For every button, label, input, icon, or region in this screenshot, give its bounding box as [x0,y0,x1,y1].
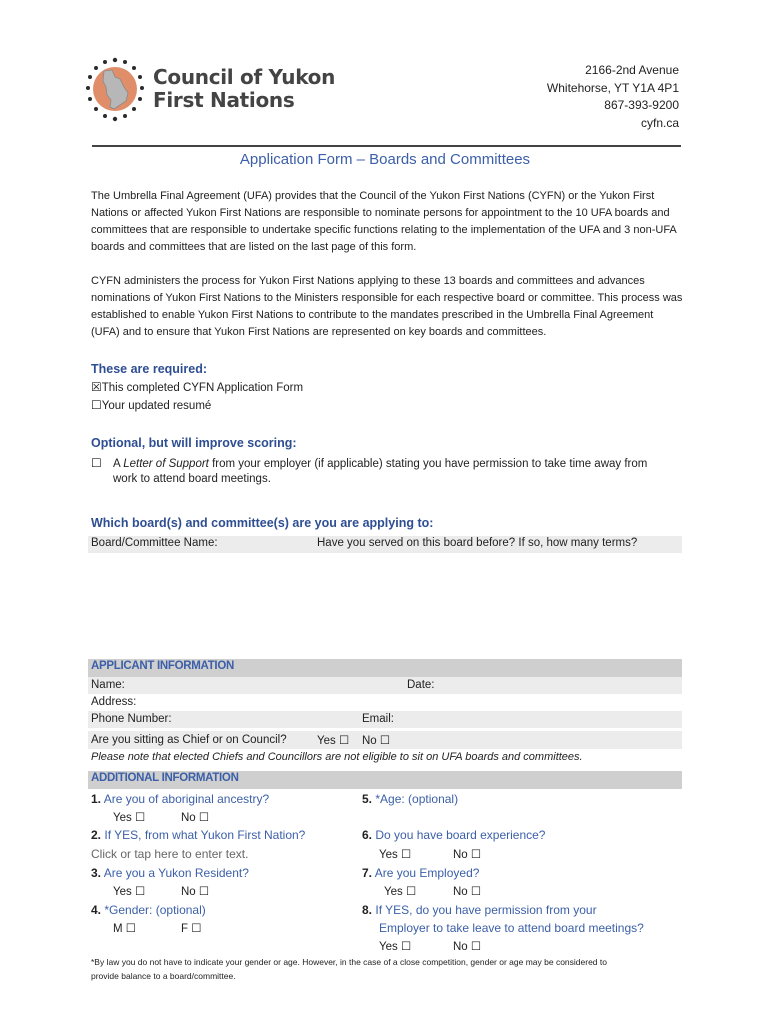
name-label: Name: [91,679,125,691]
question-8 [362,903,597,917]
phone-label: Phone Number: [91,713,172,725]
q8-yes-checkbox[interactable]: Yes ☐ [379,941,412,953]
q2-number: 2. [91,828,102,842]
question-5 [362,792,458,806]
q8-number: 8. [362,903,373,917]
q1-no-checkbox[interactable]: No ☐ [181,812,210,824]
date-label: Date: [407,679,435,691]
q7-no-checkbox[interactable]: No ☐ [453,886,482,898]
footnote-line2: provide balance to a board/committee. [91,971,236,981]
q1-number: 1. [91,792,102,806]
chief-question: Are you sitting as Chief or on Council? [91,734,287,746]
city-postal: Whitehorse, YT Y1A 4P1 [546,80,679,95]
q5-text: *Age: (optional) [375,792,459,806]
q3-number: 3. [91,866,102,880]
header-divider [92,145,681,147]
required-item-form[interactable] [91,380,303,394]
question-4 [91,903,206,917]
q8-no-checkbox[interactable]: No ☐ [453,941,482,953]
q7-number: 7. [362,866,373,880]
q8-text-line1: If YES, do you have permission from your [375,903,597,917]
footnote [91,955,681,983]
q1-text: Are you of aboriginal ancestry? [103,792,270,806]
board-name-column: Board/Committee Name: [91,537,218,549]
additional-heading: ADDITIONAL INFORMATION [91,772,239,784]
board-entry-area[interactable] [88,554,682,654]
applicant-heading: APPLICANT INFORMATION [91,660,234,672]
optional-rest: from your employer (if applicable) stating you have permission to take time away from [208,458,648,470]
q3-text: Are you a Yukon Resident? [103,866,249,880]
org-name-line2: First Nations [153,88,295,112]
q6-text: Do you have board experience? [375,828,546,842]
first-nation-input[interactable]: Click or tap here to enter text. [91,847,249,861]
question-3 [91,866,249,880]
letter-of-support: Letter of Support [123,458,209,470]
optional-line2: work to attend board meetings. [113,473,271,485]
q7-yes-checkbox[interactable]: Yes ☐ [384,886,417,898]
required-item-label: Your updated resumé [101,400,212,412]
question-1 [91,792,269,806]
cyfn-logo-icon [84,57,146,123]
q5-number: 5. [362,792,373,806]
checkbox-icon[interactable]: ☐ [91,456,102,470]
contact-address [547,62,679,132]
required-heading: These are required: [91,362,208,376]
optional-item-letter[interactable] [91,456,647,470]
intro-paragraph-2: CYFN administers the process for Yukon First Nations applying to these 13 boards and committees and advances nominations of Yukon First Nations to the Ministers responsible for each respective board or committee. This process was established to enable Yukon First Nations to contribute to the mandates prescribed in the Umbrella Final Agreement (UFA) and to ensure that Yukon First Nations are represented on key boards and committees. [91,275,683,338]
boards-heading: Which board(s) and committee(s) are you are applying to: [91,516,434,530]
street-address: 2166-2nd Avenue [585,63,679,77]
page-title: Application Form – Boards and Committees [239,151,531,168]
intro-paragraph-1: The Umbrella Final Agreement (UFA) provides that the Council of the Yukon First Nations (CYFN) or the Yukon First Nations or affected Yukon First Nations are responsible to nominate persons for appointment to the 10 UFA boards and committees that are responsible to undertake specific functions relating to the implementation of the UFA and 3 non-UFA boards and committees that are listed on the last page of this form. [91,190,677,253]
footnote-line1: *By law you do not have to indicate your gender or age. However, in the case of a close competition, gender or age may be considered to [91,957,607,967]
q4-number: 4. [91,903,102,917]
q8-text-line2: Employer to take leave to attend board meetings? [379,921,644,935]
q7-text: Are you Employed? [374,866,480,880]
required-item-label: This completed CYFN Application Form [101,382,304,394]
q1-yes-checkbox[interactable]: Yes ☐ [113,812,146,824]
eligibility-note: Please note that elected Chiefs and Councillors are not eligible to sit on UFA boards and committees. [91,751,583,763]
chief-no-checkbox[interactable]: No ☐ [362,735,391,747]
website: cyfn.ca [640,115,679,130]
q6-no-checkbox[interactable]: No ☐ [453,849,482,861]
question-7 [362,866,479,880]
question-2 [91,828,305,842]
served-before-column: Have you served on this board before? If so, how many terms? [317,537,638,549]
optional-prefix: A [112,458,124,470]
email-label: Email: [362,713,394,725]
organization-name [153,66,335,112]
q4-text: *Gender: (optional) [104,903,206,917]
q6-yes-checkbox[interactable]: Yes ☐ [379,849,412,861]
gender-f-checkbox[interactable]: F ☐ [181,923,202,935]
q3-yes-checkbox[interactable]: Yes ☐ [113,886,146,898]
optional-heading: Optional, but will improve scoring: [91,436,297,450]
q6-number: 6. [362,828,373,842]
address-label: Address: [91,696,137,708]
phone-number: 867-393-9200 [604,98,679,112]
required-item-resume[interactable] [91,398,211,412]
org-name-line1: Council of Yukon [153,65,336,89]
checked-box-icon[interactable]: ☒ [91,380,102,394]
question-6 [362,828,545,842]
q2-text: If YES, from what Yukon First Nation? [104,828,306,842]
q3-no-checkbox[interactable]: No ☐ [181,886,210,898]
name-row[interactable] [88,677,682,694]
chief-yes-checkbox[interactable]: Yes ☐ [317,735,350,747]
checkbox-icon[interactable]: ☐ [91,398,102,412]
gender-m-checkbox[interactable]: M ☐ [113,923,137,935]
